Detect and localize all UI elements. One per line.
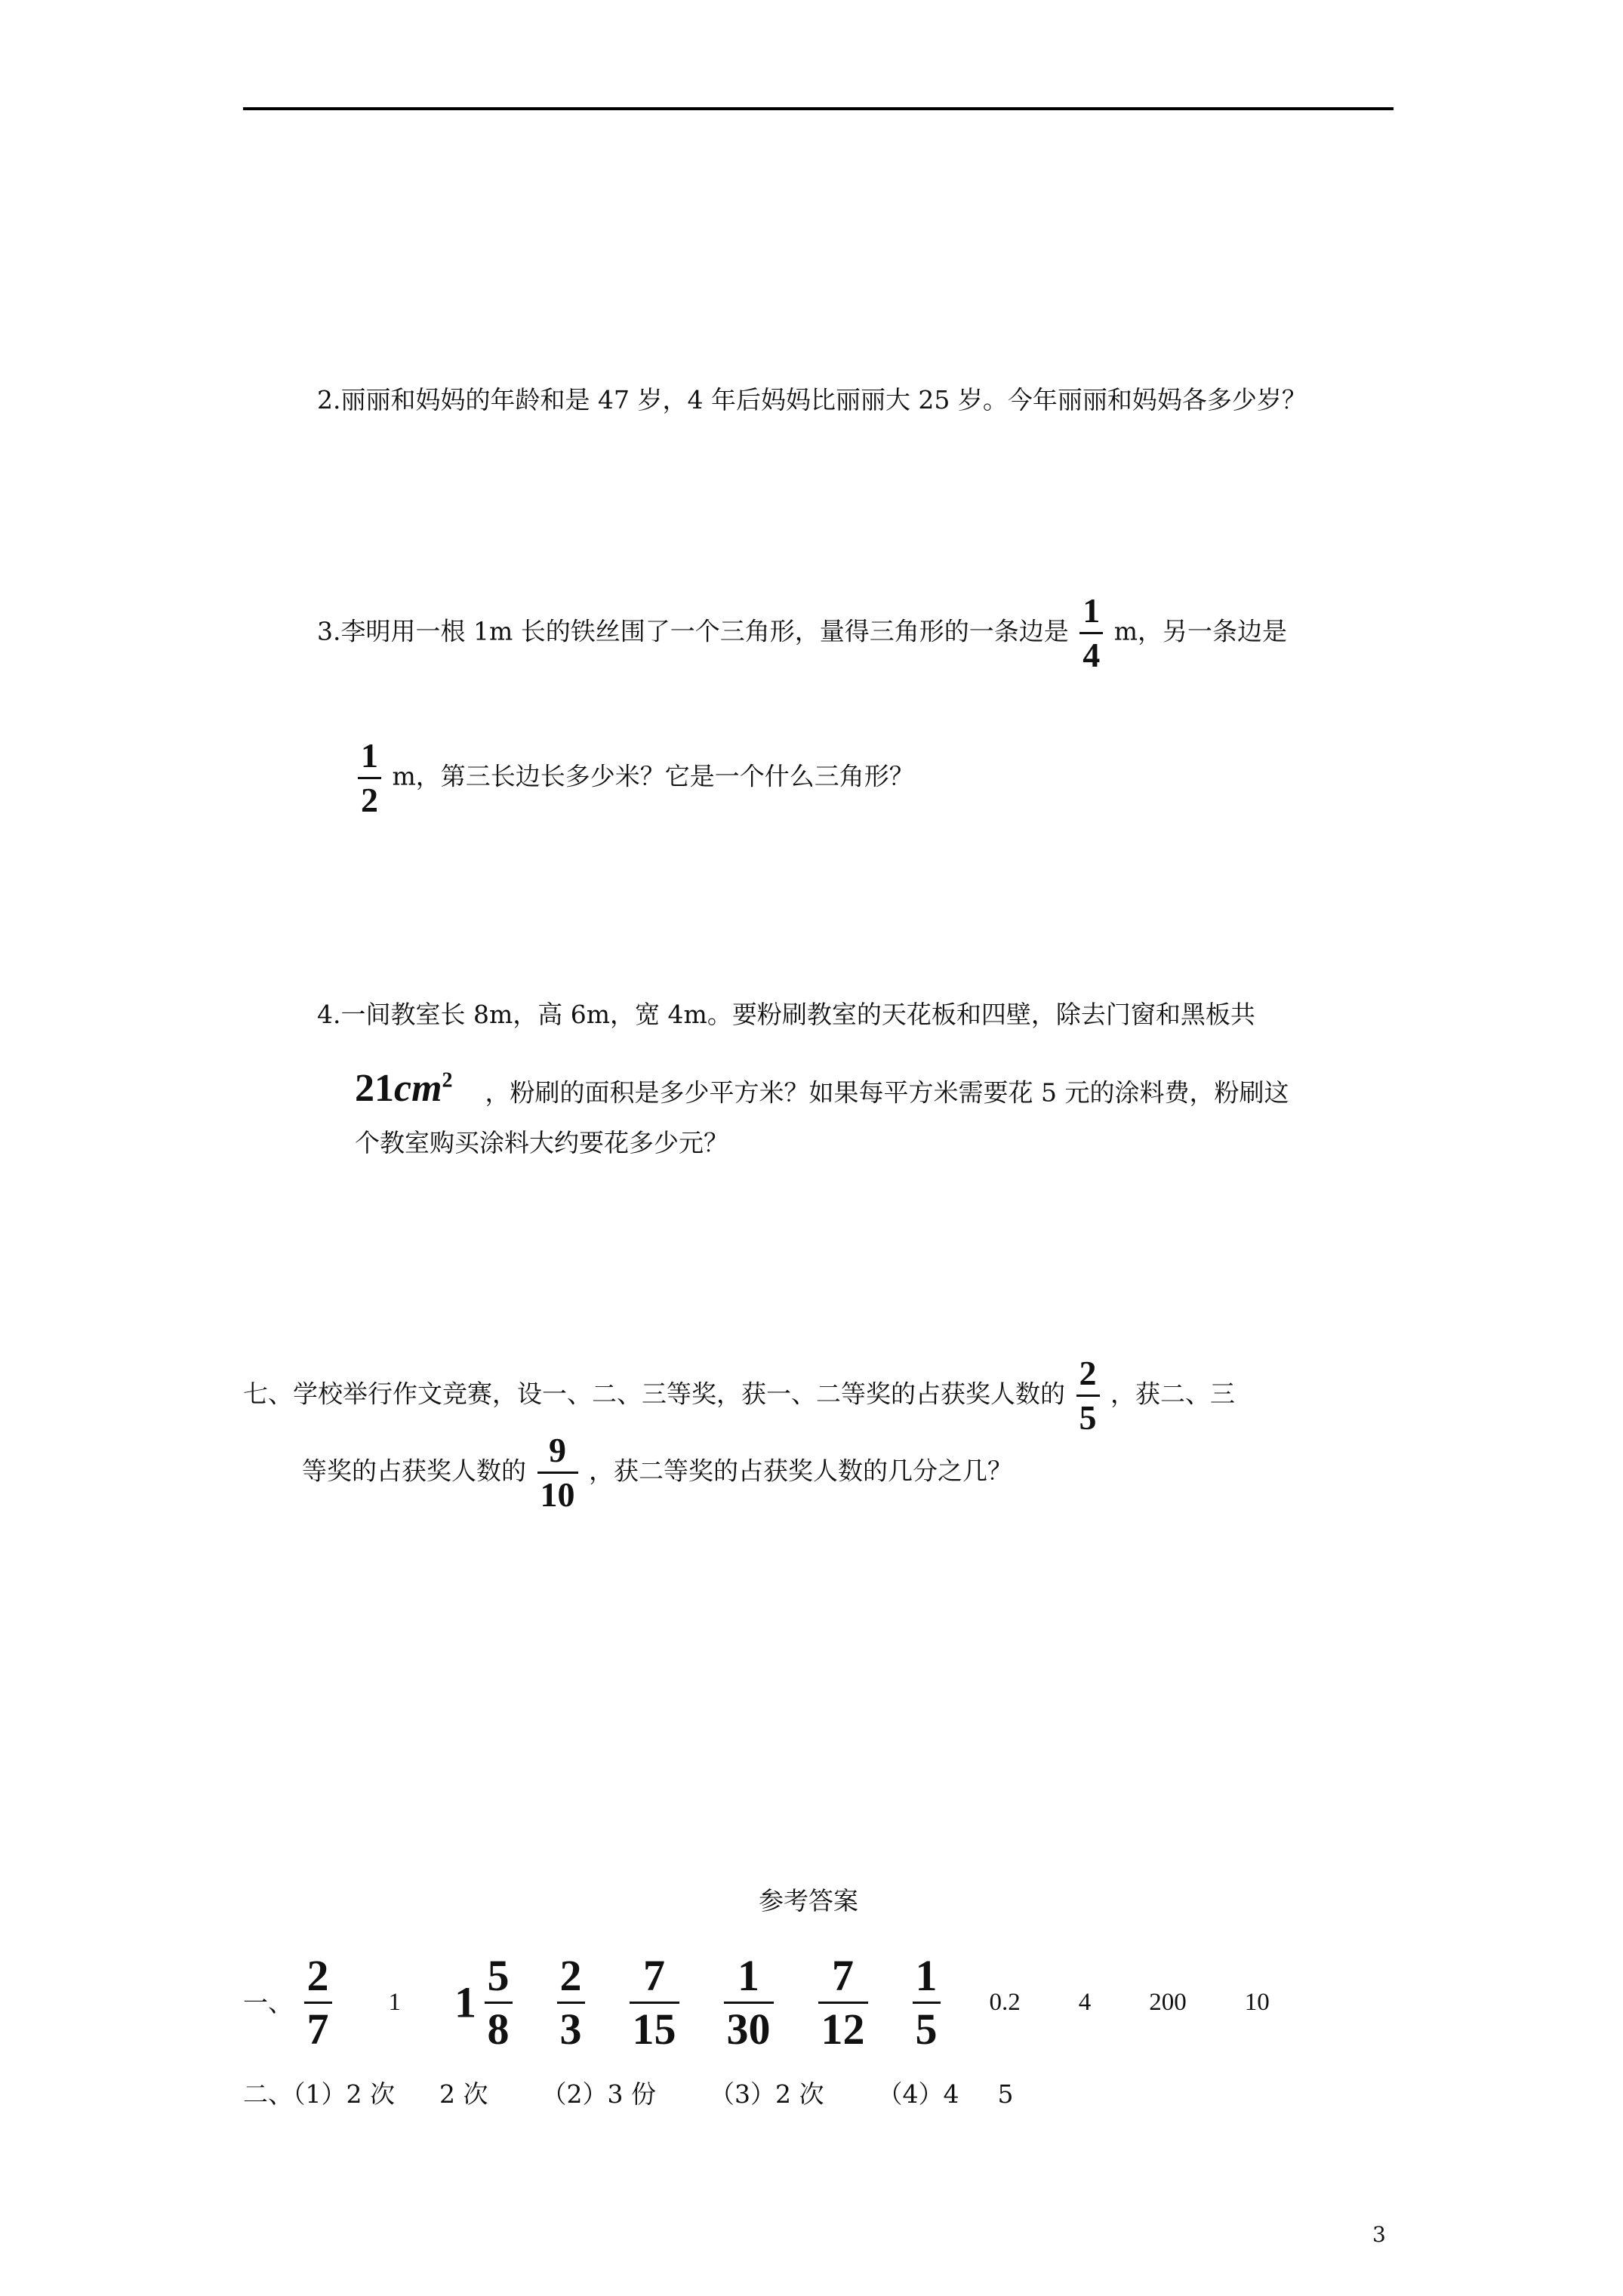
question-2-text: 2.丽丽和妈妈的年龄和是 47 岁，4 年后妈妈比丽丽大 25 岁。今年丽丽和妈妈各多少岁？	[317, 385, 1307, 415]
answer-value: 0.2	[989, 1989, 1021, 2016]
fraction-one-quarter	[1079, 593, 1103, 673]
answers-row-2	[243, 2078, 1013, 2111]
answer-value: 200	[1149, 1989, 1187, 2016]
fraction-denominator: 4	[1083, 636, 1101, 674]
fraction-denominator: 10	[540, 1475, 575, 1514]
fraction-numerator: 9	[549, 1431, 566, 1469]
question-4-line-3-text: 个教室购买涂料大约要花多少元？	[355, 1128, 728, 1157]
question-7-prefix: 七、学校举行作文竞赛，设一、二、三等奖，获一、二等奖的占获奖人数的	[243, 1379, 1065, 1409]
question-4-line-3	[355, 1126, 728, 1160]
fraction-denominator: 2	[361, 781, 378, 819]
answer-fraction: $\frac{2}{7}$	[304, 1954, 332, 2051]
fraction-two-fifths	[1076, 1356, 1100, 1435]
question-4-text: 4.一间教室长 8m，高 6m，宽 4m。要粉刷教室的天花板和四壁，除去门窗和黑板共	[317, 1000, 1255, 1029]
answers-row-2-label: 二、	[243, 2079, 293, 2109]
answer-item: （3）2 次	[709, 2079, 824, 2109]
answer-item: （4）4	[877, 2079, 959, 2109]
question-3-line-2	[355, 738, 914, 818]
fraction-numerator: 1	[361, 736, 378, 775]
fraction-bar	[537, 1472, 578, 1474]
question-7-suffix: ，获二、三	[1110, 1379, 1235, 1409]
answer-mixed-whole: 1	[454, 1977, 476, 2027]
fraction-numerator: 1	[1083, 591, 1101, 630]
question-7-line-2	[302, 1433, 1012, 1512]
answers-row-1-label: 一、	[243, 1988, 293, 2017]
answer-fraction: $\frac{7}{15}$	[630, 1954, 679, 2051]
answer-item: （2）3 份	[541, 2079, 656, 2109]
question-4-line-2	[355, 1065, 1289, 1109]
answer-fraction: $\frac{7}{12}$	[818, 1954, 868, 2051]
header-rule	[243, 107, 1394, 110]
question-7-line-1	[243, 1356, 1235, 1435]
question-4-line-2-text: ，粉刷的面积是多少平方米？如果每平方米需要花 5 元的涂料费，粉刷这	[485, 1077, 1289, 1108]
fraction-nine-tenths	[537, 1433, 578, 1512]
answer-fraction: $\frac{1}{30}$	[724, 1954, 774, 2051]
question-7-line-2-suffix: ，获二等奖的占获奖人数的几分之几？	[589, 1456, 1012, 1486]
fraction-bar	[358, 777, 381, 779]
question-7-line-2-prefix: 等奖的占获奖人数的	[302, 1456, 526, 1486]
answer-item: （1）2 次	[293, 2079, 395, 2109]
answer-item: 2 次	[439, 2079, 488, 2109]
answer-fraction: $\frac{1}{5}$	[913, 1954, 941, 2051]
fraction-denominator: 5	[1079, 1398, 1097, 1437]
area-value: $21cm^2$	[355, 1067, 453, 1111]
fraction-bar	[1079, 632, 1103, 634]
answer-value: 10	[1244, 1989, 1270, 2016]
question-2	[317, 384, 1307, 417]
question-3-line-1	[317, 593, 1287, 673]
fraction-one-half	[358, 738, 381, 818]
answers-row-1	[243, 1951, 1270, 2054]
question-3-line-2-text: m，第三长边长多少米？它是一个什么三角形？	[392, 761, 914, 791]
answers-title: 参考答案	[759, 1886, 858, 1915]
question-3-prefix: 3.李明用一根 1m 长的铁丝围了一个三角形，量得三角形的一条边是	[317, 616, 1069, 646]
answer-fraction: $\frac{5}{8}$	[485, 1954, 513, 2051]
fraction-numerator: 2	[1079, 1354, 1097, 1392]
answer-item: 5	[997, 2079, 1014, 2109]
question-4-line-1	[317, 998, 1255, 1031]
answer-value: 4	[1078, 1989, 1092, 2016]
page-number: 3	[1372, 2222, 1386, 2247]
answer-fraction: $\frac{2}{3}$	[557, 1954, 585, 2051]
fraction-bar	[1076, 1395, 1100, 1397]
question-3-suffix: m，另一条边是	[1113, 616, 1288, 646]
answer-value: 1	[388, 1989, 401, 2016]
